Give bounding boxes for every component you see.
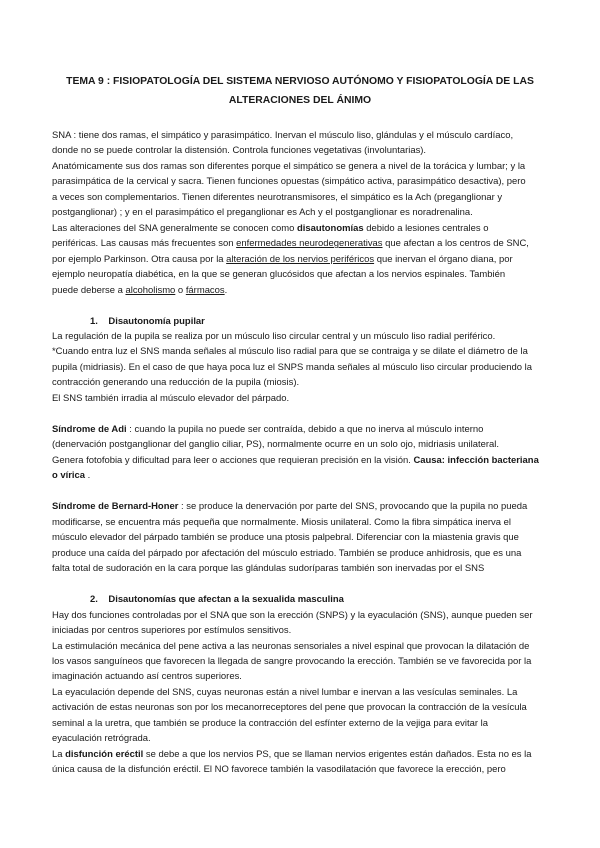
text-span: que afectan a los centros de SNC, <box>382 238 529 250</box>
text-line: La regulación de la pupila se realiza por un músculo liso circular central y un músculo liso radial periférico. <box>52 331 496 343</box>
text-line: postganglionar) ; y en el parasimpático el preganglionar es Ach y el postganglionar es noradrenalina. <box>52 207 473 219</box>
bold-term: Causa: infección bacteriana <box>413 454 539 466</box>
text-line: Hay dos funciones controladas por el SNA que son la erección (SNPS) y la eyaculación (SNS), aunque pueden ser <box>52 609 533 621</box>
text-line: Anatómicamente sus dos ramas son diferentes porque el simpático se genera a nivel de la torácica y lumbar; y la <box>52 160 526 172</box>
text-line: seminal a la uretra, que también se produce la contracción del esfínter externo de la vejiga para evitar la <box>52 717 488 729</box>
section-title: Disautonomías que afectan a la sexualida masculina <box>108 594 344 606</box>
text-line: única causa de la disfunción eréctil. El NO favorece también la vasodilatación que favorece la erección, pero <box>52 764 506 776</box>
text-span: Las alteraciones del SNA generalmente se conocen como <box>52 222 297 234</box>
text-line: La eyaculación depende del SNS, cuyas neuronas están a nivel lumbar e inervan a las vesículas seminales. La <box>52 686 518 698</box>
section-sexualidad <box>52 592 552 777</box>
bold-term: Síndrome de Bernard-Honer <box>52 501 179 513</box>
text-line: los vasos sanguíneos que favorecen la llegada de sangre provocando la erección. También se ve favorecida por la <box>52 655 532 667</box>
text-span: . <box>224 284 228 296</box>
document-body <box>52 128 552 778</box>
text-line <box>52 221 552 236</box>
text-span: : cuando la pupila no puede ser contraída, debido a que no inerva al músculo interno <box>126 423 484 435</box>
text-line: parasimpática de la cervical y sacra. Tienen funciones opuestas (simpático activa, parasimpático desactiva), pero <box>52 176 526 188</box>
document-title <box>40 73 560 110</box>
text-line <box>52 468 552 483</box>
text-line: El SNS también irradia al músculo elevador del párpado. <box>52 392 290 404</box>
section-pupilar <box>52 314 552 407</box>
underlined-term: alteración de los nervios periféricos <box>226 253 375 265</box>
text-span: : se produce la denervación por parte del SNS, provocando que la pupila no pueda <box>178 501 528 513</box>
section-heading <box>52 592 552 607</box>
text-line: iniciadas por centros superiores por estímulos sensitivos. <box>52 625 292 637</box>
text-line: (denervación postganglionar del ganglio ciliar, PS), normalmente ocurre en un solo ojo, midriasis unilateral. <box>52 439 499 451</box>
text-line: imaginación actuando así centros superiores. <box>52 671 242 683</box>
text-line: modificarse, se encuentra más pequeña que normalmente. Miosis unilateral. Como la fibra simpática inerva el <box>52 516 511 528</box>
underlined-term: enfermedades neurodegenerativas <box>236 238 383 250</box>
text-line: a veces son complementarios. Tienen diferentes neurotransmisores, el simpático es la Ach (preganglionar y <box>52 191 503 203</box>
text-span: periféricas. Las causas más frecuentes son <box>52 238 237 250</box>
text-line: activación de estas neuronas son por los mecanorreceptores del pene que provocan la contracción de la vesícula <box>52 702 527 714</box>
title-line: ALTERACIONES DEL ÁNIMO <box>228 94 372 106</box>
text-span: puede deberse a <box>52 284 126 296</box>
section-title: Disautonomía pupilar <box>108 315 205 327</box>
bold-term: Síndrome de Adi <box>52 423 127 435</box>
text-line: SNA : tiene dos ramas, el simpático y parasimpático. Inervan el músculo liso, glándulas y el músculo cardíaco, <box>52 130 514 141</box>
text-line: donde no se puede controlar la distensión. Controla funciones vegetativas (involuntarias). <box>52 145 427 157</box>
text-span: o <box>175 284 186 296</box>
text-line <box>52 499 552 514</box>
text-span: debido a lesiones centrales o <box>363 222 489 234</box>
bold-term: disautonomías <box>297 222 364 234</box>
text-span: que inervan el órgano diana, por <box>374 253 513 265</box>
text-line: eyaculación retrógrada. <box>52 733 151 745</box>
text-line <box>52 453 552 468</box>
section-number: 1. <box>90 315 98 327</box>
underlined-term: alcoholismo <box>125 284 176 296</box>
text-line: pupila (midriasis). En el caso de que haya poca luz el SNPS manda señales al músculo liso circular produciendo la <box>52 361 532 373</box>
text-line: La estimulación mecánica del pene activa a las neuronas sensoriales a nivel espinal que provocan la dilatación de <box>52 640 530 652</box>
text-line <box>52 236 552 251</box>
text-span: . <box>85 470 91 482</box>
section-heading <box>52 314 552 329</box>
bernard-horner-paragraph <box>52 499 552 576</box>
adi-paragraph <box>52 422 552 484</box>
text-line: ejemplo neuropatía diabética, en la que se generan glucósidos que afectan a los nervios espinales. También <box>52 269 506 281</box>
text-line <box>52 422 552 437</box>
text-span: se debe a que los nervios PS, que se llaman nervios erigentes están dañados. Esta no es la <box>143 748 532 760</box>
text-line <box>52 747 552 762</box>
text-line: *Cuando entra luz el SNS manda señales al músculo liso radial para que se contraiga y se dilate el diámetro de la <box>52 346 528 358</box>
text-span: Genera fotofobia y dificultad para leer o acciones que requieran precisión en la visión. <box>52 454 414 466</box>
title-line: TEMA 9 : FISIOPATOLOGÍA DEL SISTEMA NERVIOSO AUTÓNOMO Y FISIOPATOLOGÍA DE LAS <box>66 76 534 87</box>
underlined-term: fármacos <box>185 284 225 296</box>
section-number: 2. <box>90 594 98 606</box>
bold-term: o vírica <box>52 470 86 482</box>
bold-term: disfunción eréctil <box>65 748 144 760</box>
text-line: falta total de sudoración en la cara porque las glándulas sudoríparas también son inervadas por el SNS <box>52 563 485 575</box>
text-line: contracción generando una reducción de la pupila (miosis). <box>52 377 300 389</box>
intro-section <box>52 128 552 298</box>
text-span: por ejemplo Parkinson. Otra causa por la <box>52 253 227 265</box>
text-span: La <box>52 748 66 760</box>
text-line <box>52 252 552 267</box>
text-line <box>52 283 552 298</box>
text-line: músculo elevador del párpado también se produce una ptosis palpebral. Diferenciar con la miastenia gravis que <box>52 532 519 544</box>
text-line: produce una caída del párpado por afectación del músculo estriado. También se produce anhidrosis, que es una <box>52 547 522 559</box>
